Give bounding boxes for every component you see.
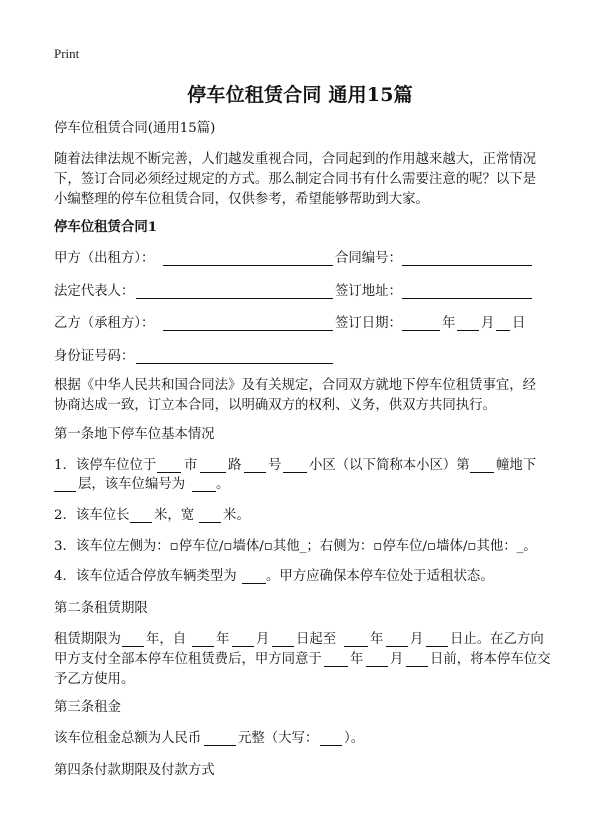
item4-part-a: 4．该车位适合停放车辆类型为: [54, 569, 237, 584]
item2-length-blank: [130, 508, 152, 523]
item1-number-blank: [244, 458, 266, 473]
item1-part-e: 小区（以下简称本小区）第: [309, 458, 470, 473]
art2-l1-c: 年: [216, 632, 230, 647]
art2-l1-a: 租赁期限为: [54, 632, 121, 647]
party-a-label: 甲方（出租方）：: [54, 251, 155, 266]
item1-space-no-blank: [192, 477, 216, 492]
article1-item2: [54, 505, 554, 527]
legal-rep-label: 法定代表人：: [54, 284, 135, 299]
article2-heading: 第二条租赁期限: [54, 601, 148, 616]
basis-line-2: 协商达成一致，订立本合同，以明确双方的权利、义务，供双方共同执行。: [54, 398, 496, 413]
article1-item1-line2: [54, 474, 554, 496]
item1-road-blank: [200, 458, 226, 473]
document-subtitle: 停车位租赁合同(通用15篇): [54, 121, 216, 136]
art2-end-month-blank: [386, 632, 408, 647]
contract-no-blank: [402, 251, 532, 266]
article2-line2: [54, 649, 554, 671]
art2-l2-a: 甲方支付全部本停车位租赁费后，甲方同意于: [54, 652, 322, 667]
art2-deliver-month-blank: [366, 652, 388, 667]
article4-heading: 第四条付款期限及付款方式: [54, 763, 215, 778]
art3-c: ）。: [344, 731, 365, 746]
legal-rep-blank: [136, 284, 333, 299]
art2-l1-h: 日止。在乙方向: [450, 632, 544, 647]
sign-month-label: 月: [481, 316, 495, 331]
sign-place-label: 签订地址：: [335, 284, 402, 299]
field-row-legal-rep: [54, 281, 554, 303]
item1-part-b: 市: [184, 458, 198, 473]
sign-date-label: 签订日期：: [335, 316, 402, 331]
sign-year-blank: [402, 316, 440, 331]
print-link[interactable]: Print: [54, 46, 80, 61]
article1-item3: 3．该车位左侧为：▫停车位/▫墙体/▫其他_；右侧为：▫停车位/▫墙体/▫其他：_。: [54, 539, 537, 554]
field-row-party-b: [54, 313, 554, 335]
art2-l2-c: 月: [390, 652, 404, 667]
art3-b: 元整（大写：: [238, 731, 319, 746]
id-no-label: 身份证号码：: [54, 349, 135, 364]
art3-amount-words-blank: [320, 731, 342, 746]
item4-part-b: 。甲方应确保本停车位处于适租状态。: [266, 569, 494, 584]
article3-heading: 第三条租金: [54, 700, 121, 715]
art2-deliver-year-blank: [324, 652, 348, 667]
art3-amount-blank: [204, 731, 236, 746]
item2-part-a: 2．该车位长: [54, 508, 130, 523]
item1-part-c: 路: [228, 458, 242, 473]
art3-a: 该车位租金总额为人民币: [54, 731, 202, 746]
article2-line1: [54, 629, 554, 651]
art2-start-year-blank: [192, 632, 214, 647]
field-row-party-a: [54, 248, 554, 270]
item1-part-h: 。: [216, 477, 230, 492]
item1-city-blank: [157, 458, 181, 473]
document-title: 停车位租赁合同 通用15篇: [187, 84, 413, 106]
id-no-blank: [136, 349, 333, 364]
art2-l1-d: 月: [256, 632, 270, 647]
article2-line3: 予乙方使用。: [54, 672, 135, 687]
intro-line-3: 小编整理的停车位租赁合同，仅供参考，希望能够帮助到大家。: [54, 192, 429, 207]
item2-part-c: 米。: [223, 508, 250, 523]
party-a-blank: [163, 251, 333, 266]
item1-part-f: 幢地下: [496, 458, 537, 473]
article3-line1: [54, 728, 554, 750]
art2-years-blank: [122, 632, 144, 647]
item1-part-d: 号: [268, 458, 282, 473]
item1-building-blank: [470, 458, 494, 473]
party-b-label: 乙方（承租方）：: [54, 316, 155, 331]
sign-year-label: 年: [442, 316, 456, 331]
article1-item4: [54, 566, 554, 588]
item2-part-b: 米，宽: [154, 508, 195, 523]
art2-l1-e: 日起至: [296, 632, 337, 647]
art2-l1-b: 年，自: [146, 632, 187, 647]
art2-l1-f: 年: [370, 632, 384, 647]
party-b-blank: [163, 316, 333, 331]
art2-end-day-blank: [426, 632, 448, 647]
basis-line-1: 根据《中华人民共和国合同法》及有关规定，合同双方就地下停车位租赁事宜，经: [54, 378, 537, 393]
art2-start-month-blank: [232, 632, 254, 647]
sign-day-blank: [496, 316, 510, 331]
field-row-id: [54, 346, 554, 368]
sign-day-label: 日: [512, 316, 526, 331]
sign-place-blank: [402, 284, 532, 299]
art2-l2-b: 年: [350, 652, 364, 667]
item2-width-blank: [199, 508, 221, 523]
contract-no-label: 合同编号：: [335, 251, 402, 266]
art2-end-year-blank: [344, 632, 368, 647]
art2-l1-g: 月: [410, 632, 424, 647]
art2-l2-d: 日前，将本停车位交: [430, 652, 551, 667]
art2-start-day-blank: [272, 632, 294, 647]
item4-vehicle-type-blank: [242, 569, 266, 584]
art2-deliver-day-blank: [406, 652, 428, 667]
sign-month-blank: [457, 316, 479, 331]
item1-community-blank: [283, 458, 307, 473]
intro-line-1: 随着法律法规不断完善，人们越发重视合同，合同起到的作用越来越大，正常情况: [54, 152, 537, 167]
contract-heading: 停车位租赁合同1: [54, 219, 158, 235]
article1-heading: 第一条地下停车位基本情况: [54, 427, 215, 442]
item1-floor-blank: [54, 477, 76, 492]
item1-part-g: 层，该车位编号为: [78, 477, 186, 492]
item1-part-a: 1．该停车位位于: [54, 458, 157, 473]
intro-line-2: 下，签订合同必须经过规定的方式。那么制定合同书有什么需要注意的呢？以下是: [54, 172, 537, 187]
